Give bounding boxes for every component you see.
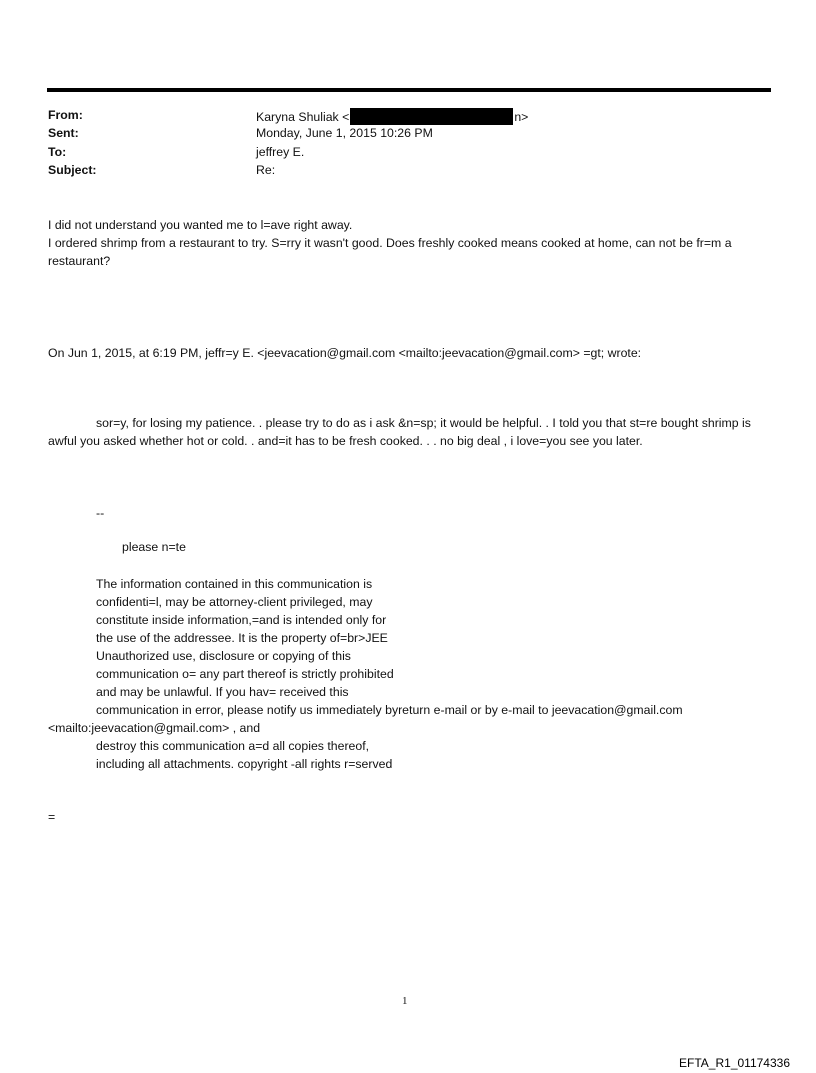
subject-label: Subject: bbox=[48, 163, 97, 177]
disclaimer-line-1: The information contained in this communication is bbox=[96, 577, 373, 591]
disclaimer-line-3: constitute inside information,=and is intended only for bbox=[96, 613, 387, 627]
from-name: Karyna Shuliak < bbox=[256, 110, 350, 124]
subject-value: Re: bbox=[256, 163, 276, 177]
disclaimer-line-6: communication o= any part thereof is strictly prohibited bbox=[96, 667, 394, 681]
quoted-message: sor=y, for losing my patience. . please try to do as i ask &n=sp; it would be helpful. . I told you that st=re bought shrimp is awful you asked whether hot or cold. . and=it has to be fresh cooked. . . no big deal , i love=you see you later. bbox=[48, 416, 751, 448]
document-id: EFTA_R1_01174336 bbox=[679, 1056, 790, 1070]
disclaimer-line-4: the use of the addressee. It is the property of=br>JEE bbox=[96, 631, 388, 645]
to-value: jeffrey E. bbox=[256, 145, 305, 159]
from-value bbox=[256, 108, 528, 125]
sent-value: Monday, June 1, 2015 10:26 PM bbox=[256, 126, 433, 140]
disclaimer-line-7: and may be unlawful. If you hav= received this bbox=[96, 685, 349, 699]
body-line-2: I ordered shrimp from a restaurant to try. S=rry it wasn't good. Does freshly cooked means cooked at home, can not be fr=m a restaurant? bbox=[48, 236, 732, 268]
disclaimer-line-5: Unauthorized use, disclosure or copying of this bbox=[96, 649, 351, 663]
from-tail: n> bbox=[514, 110, 529, 124]
disclaimer-line-9: destroy this communication a=d all copies thereof, bbox=[96, 739, 370, 753]
from-label: From: bbox=[48, 108, 83, 122]
signature-separator: -- bbox=[96, 506, 105, 520]
disclaimer-line-10: including all attachments. copyright -all rights r=served bbox=[96, 757, 393, 771]
disclaimer-line-8: communication in error, please notify us immediately byreturn e-mail or by e-mail to jeevacation@gmail.com bbox=[96, 703, 683, 717]
body-line-1: I did not understand you wanted me to l=ave right away. bbox=[48, 218, 353, 232]
page-number: 1 bbox=[402, 995, 408, 1007]
sent-label: Sent: bbox=[48, 126, 79, 140]
trailing-equals: = bbox=[48, 810, 56, 824]
to-label: To: bbox=[48, 145, 67, 159]
disclaimer-mailto: <mailto:jeevacation@gmail.com> , and bbox=[48, 721, 261, 735]
please-note: please n=te bbox=[122, 540, 186, 554]
header-rule bbox=[47, 88, 771, 92]
quote-header: On Jun 1, 2015, at 6:19 PM, jeffr=y E. <jeevacation@gmail.com <mailto:jeevacation@gmail.com> =gt; wrote: bbox=[48, 346, 642, 360]
redaction-block bbox=[350, 108, 513, 125]
disclaimer-line-2: confidenti=l, may be attorney-client privileged, may bbox=[96, 595, 373, 609]
